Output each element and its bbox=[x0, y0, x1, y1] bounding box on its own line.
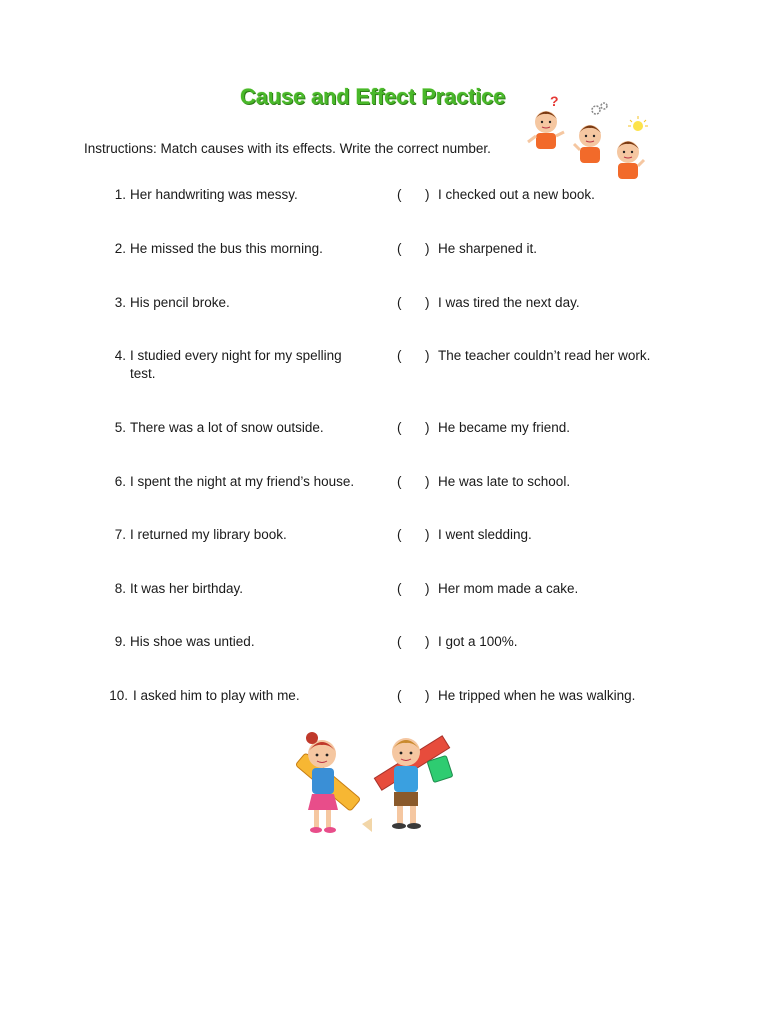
effect-text: I checked out a new book. bbox=[438, 187, 595, 202]
item-number: 5. bbox=[114, 420, 126, 435]
answer-paren-close: ) bbox=[425, 420, 430, 435]
answer-paren-close: ) bbox=[425, 527, 430, 542]
answer-paren-close: ) bbox=[425, 187, 430, 202]
kids-with-pencils-illustration bbox=[284, 726, 464, 844]
answer-paren-close: ) bbox=[425, 581, 430, 596]
answer-paren-open: ( bbox=[397, 581, 402, 596]
boy-with-pencil-icon bbox=[374, 736, 453, 829]
answer-paren-open: ( bbox=[397, 634, 402, 649]
answer-paren-open: ( bbox=[397, 420, 402, 435]
effect-text: He sharpened it. bbox=[438, 241, 538, 256]
svg-text:?: ? bbox=[550, 93, 559, 109]
cause-text: I studied every night for my spelling test. bbox=[130, 348, 342, 381]
answer-paren-close: ) bbox=[425, 348, 430, 363]
kid-gears-icon bbox=[574, 103, 607, 163]
answer-paren-close: ) bbox=[425, 634, 430, 649]
cause-text: His shoe was untied. bbox=[130, 634, 255, 649]
effect-text: The teacher couldn’t read her work. bbox=[438, 348, 651, 363]
item-number: 7. bbox=[114, 527, 126, 542]
answer-paren-open: ( bbox=[397, 295, 402, 310]
effect-text: I got a 100%. bbox=[438, 634, 518, 649]
effect-text: I went sledding. bbox=[438, 527, 532, 542]
item-number: 8. bbox=[114, 581, 126, 596]
answer-paren-close: ) bbox=[425, 474, 430, 489]
page-title: Cause and Effect Practice bbox=[240, 84, 506, 109]
item-number: 9. bbox=[114, 634, 126, 649]
effect-text: He became my friend. bbox=[438, 420, 571, 435]
item-number: 3. bbox=[114, 295, 126, 310]
answer-paren-open: ( bbox=[397, 348, 402, 363]
cause-text: His pencil broke. bbox=[130, 295, 230, 310]
cause-text: It was her birthday. bbox=[130, 581, 244, 596]
answer-paren-close: ) bbox=[425, 688, 430, 703]
effect-text: Her mom made a cake. bbox=[438, 581, 579, 596]
cause-text: I returned my library book. bbox=[130, 527, 287, 542]
answer-paren-open: ( bbox=[397, 474, 402, 489]
cause-text: There was a lot of snow outside. bbox=[130, 420, 324, 435]
answer-paren-open: ( bbox=[397, 187, 402, 202]
answer-paren-open: ( bbox=[397, 527, 402, 542]
answer-paren-close: ) bbox=[425, 241, 430, 256]
item-number: 6. bbox=[114, 474, 126, 489]
item-number: 2. bbox=[114, 241, 126, 256]
kid-idea-icon bbox=[617, 116, 648, 179]
item-number: 10. bbox=[109, 688, 128, 703]
answer-paren-open: ( bbox=[397, 241, 402, 256]
item-number: 1. bbox=[114, 187, 126, 202]
answer-paren-close: ) bbox=[425, 295, 430, 310]
answer-paren-open: ( bbox=[397, 688, 402, 703]
cause-text: Her handwriting was messy. bbox=[130, 187, 298, 202]
effect-text: He tripped when he was walking. bbox=[438, 688, 636, 703]
instructions-text: Instructions: Match causes with its effects. Write the correct number. bbox=[84, 141, 491, 156]
girl-with-pencil-icon bbox=[295, 732, 372, 833]
item-number: 4. bbox=[114, 348, 126, 363]
cause-text: I spent the night at my friend’s house. bbox=[130, 474, 355, 489]
effect-text: He was late to school. bbox=[438, 474, 571, 489]
kid-question-icon bbox=[528, 93, 564, 149]
thinking-kids-illustration bbox=[520, 92, 656, 184]
cause-text: He missed the bus this morning. bbox=[130, 241, 323, 256]
effect-text: I was tired the next day. bbox=[438, 295, 580, 310]
cause-text: I asked him to play with me. bbox=[133, 688, 300, 703]
